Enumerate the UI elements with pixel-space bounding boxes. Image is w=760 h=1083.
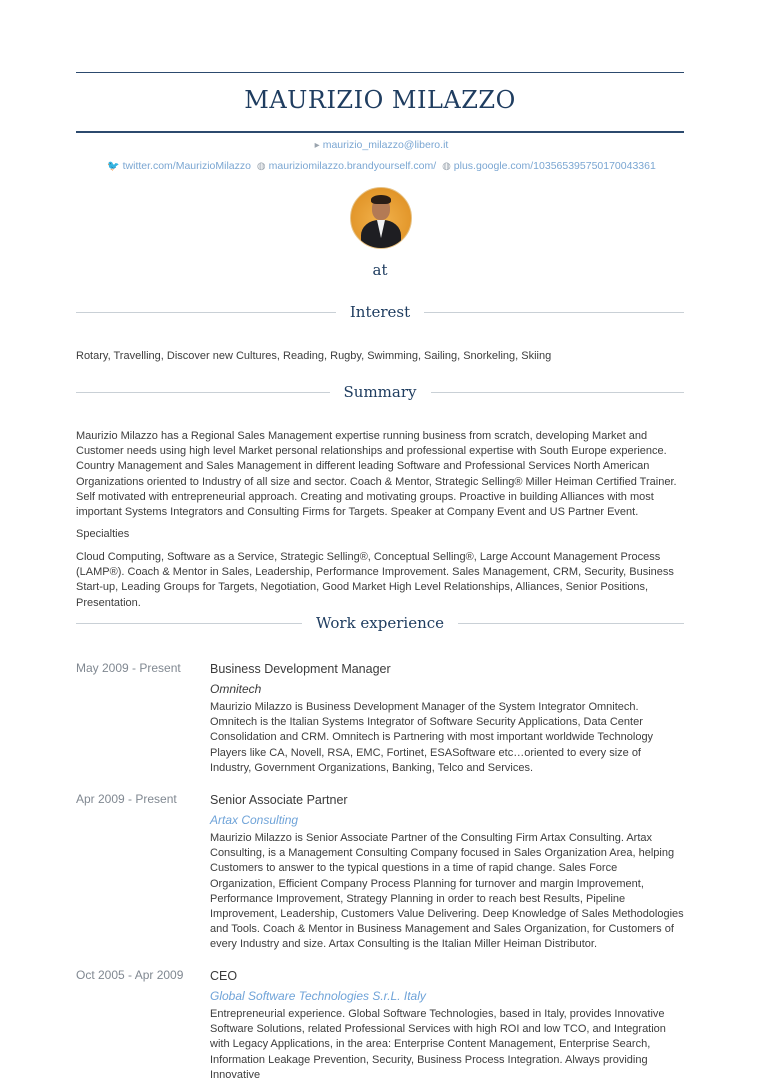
twitter-icon: 🐦 [107, 161, 120, 172]
googleplus-link[interactable]: plus.google.com/103565395750170043361 [453, 160, 656, 172]
divider-line [458, 623, 684, 624]
header-bottom-rule [76, 131, 684, 133]
contact-email-row [76, 139, 684, 151]
job-dates: May 2009 - Present [76, 661, 181, 675]
profile-photo [350, 187, 412, 249]
divider-line [431, 392, 685, 393]
job-title: CEO [210, 969, 238, 983]
twitter-link[interactable]: twitter.com/MaurizioMilazzo [122, 160, 251, 172]
specialties-text: Cloud Computing, Software as a Service, Strategic Selling®, Conceptual Selling®, Large Account Management Process (LAMP®). Coach & Mentor in Sales, Leadership, Performance Improvement. Sales Management, CRM, Security, Business Start-up, Leading Groups for Targets, Negotiation, Good Market High Level Relationships, Alliances, Senior Positions, Presentation. [76, 551, 674, 609]
current-role: at [372, 261, 388, 279]
job-dates: Apr 2009 - Present [76, 792, 177, 806]
interest-title: Interest [349, 303, 411, 321]
job-description: Entrepreneurial experience. Global Software Technologies, based in Italy, provides Innovative Software Solutions, related Professional Services with high ROI and low TCO, and Integration with Legacy Applications, in the area: Enterprise Content Management, Enterprise Search, Information Leakage Prevention, Security, Business Process Integration. Always providing Innovative [210, 1008, 666, 1081]
globe-icon: ◍ [256, 161, 266, 172]
interest-text: Rotary, Travelling, Discover new Cultures, Reading, Rugby, Swimming, Sailing, Snorkeling, Skiing [76, 350, 552, 362]
job-company: Omnitech [210, 682, 262, 696]
email-icon: ▸ [314, 140, 320, 151]
specialties-label: Specialties [76, 528, 130, 540]
email-link[interactable]: maurizio_milazzo@libero.it [322, 139, 449, 151]
work-title: Work experience [315, 614, 445, 632]
photo-hair [371, 195, 391, 204]
job-title: Business Development Manager [210, 662, 391, 676]
summary-title: Summary [343, 383, 417, 401]
header-top-rule [76, 72, 684, 73]
divider-line [76, 312, 336, 313]
contact-links-row [76, 160, 684, 172]
job-company-link[interactable]: Artax Consulting [210, 813, 299, 827]
divider-line [76, 392, 330, 393]
summary-heading [76, 382, 684, 402]
google-plus-icon: ◍ [442, 161, 451, 172]
job-dates: Oct 2005 - Apr 2009 [76, 968, 184, 982]
summary-text: Maurizio Milazzo has a Regional Sales Management expertise running business from scratch, developing Market and Customer needs using high level Market personal relationships and professional expertise with South Europe experience. Country Management and Sales Management in different leading Software and Professional Services North American Organizations oriented to Industry of all size and sector. Coach & Mentor, Strategic Selling® Miller Heiman Certified Trainer. Self motivated with entrepreneurial approach. Creating and motivating groups. Proactive in building Alliances with most important Systems Integrators and Consulting Firms for Targets. Speaker at Company Event and US Partner Event. [76, 430, 677, 519]
work-heading [76, 613, 684, 633]
job-company-link[interactable]: Global Software Technologies S.r.L. Italy [210, 989, 426, 1003]
website-link[interactable]: mauriziomilazzo.brandyourself.com/ [268, 160, 437, 172]
divider-line [424, 312, 684, 313]
job-description: Maurizio Milazzo is Business Development Manager of the System Integrator Omnitech. Omnitech is the Italian Systems Integrator of Software Security Applications, Data Center Consolidation and CRM. Omnitech is Partnering with most important worldwide Technology Players like CA, Novell, RSA, EMC, Fortinet, ESASoftware etc…oriented to every size of Industry, Government Organizations, Banking, Telco and Services. [210, 701, 654, 774]
job-description: Maurizio Milazzo is Senior Associate Partner of the Consulting Firm Artax Consulting. Artax Consulting, is a Management Consulting Company focused in Sales Organization Area, helping Customers to answer to the typical questions in a time of rapid change. Sales Force Organization, Efficient Company Process Planning for turnover and margin Improvement, Performance Improvement, Strategy Planning in order to reach best Results, Pipeline Improvement, Leadership, Customers Value Delivering. Deep Knowledge of Sales Methodologies and Tools. Coach & Mentor in Business Management and Sales Organization, for Customers of every Industry and size. Artax Consulting is the Italian Miller Heiman Distributor. [210, 832, 684, 951]
interest-heading [76, 302, 684, 322]
job-title: Senior Associate Partner [210, 793, 348, 807]
divider-line [76, 623, 302, 624]
candidate-name: MAURIZIO MILAZZO [244, 86, 516, 114]
